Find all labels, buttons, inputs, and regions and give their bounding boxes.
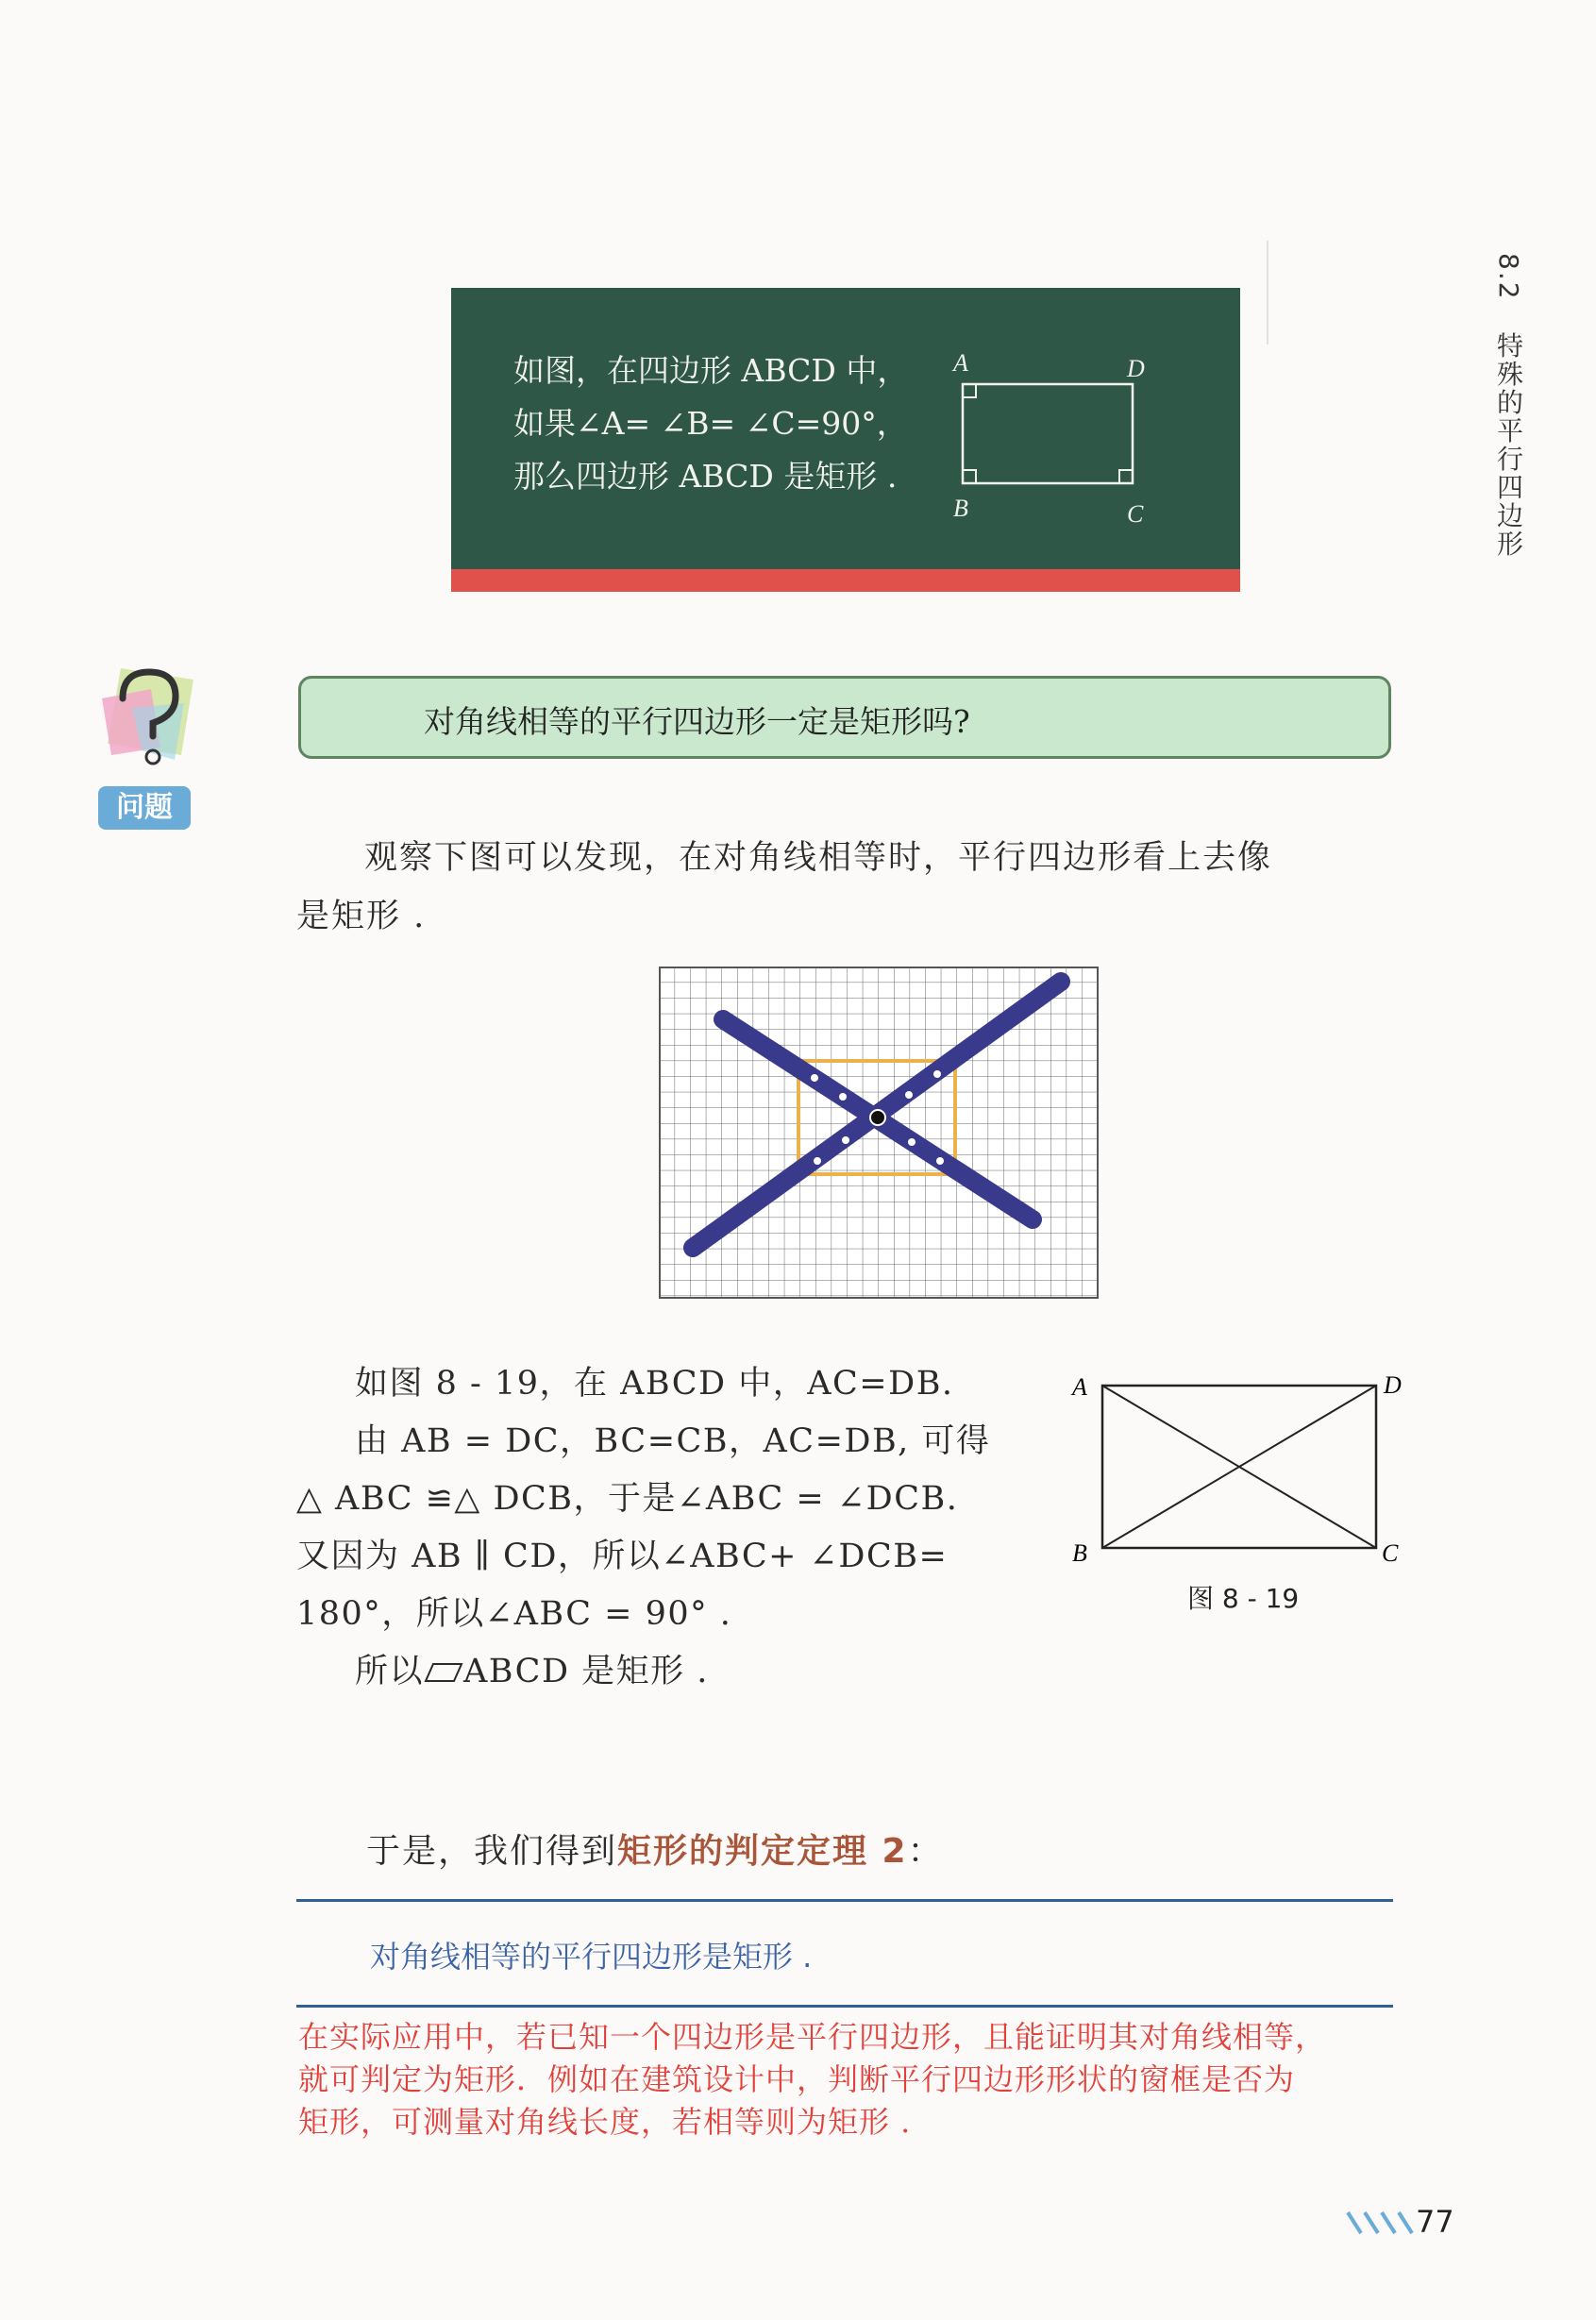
theorem-line-2: 如果∠A= ∠B= ∠C=90°， xyxy=(513,405,908,442)
label-b: B xyxy=(953,495,968,522)
application-note xyxy=(298,2016,1403,2143)
proof-line-3: △ ABC ≌△ DCB，于是∠ABC = ∠DCB. xyxy=(296,1480,959,1518)
proof-line-6 xyxy=(296,1643,990,1701)
rectangle-figure xyxy=(951,345,1178,533)
proof-line-5: 180°，所以∠ABC = 90° . xyxy=(296,1595,732,1633)
theorem-statement: 对角线相等的平行四边形是矩形 . xyxy=(370,1939,813,1975)
observation-paragraph xyxy=(296,829,1272,946)
page-number: 77 xyxy=(1416,2204,1454,2240)
note-line-2: 就可判定为矩形．例如在建筑设计中，判断平行四边形形状的窗框是否为 xyxy=(298,2061,1296,2097)
conclusion-suffix: ： xyxy=(907,1832,944,1871)
fig-label-b: B xyxy=(1072,1539,1087,1567)
theorem-box-bar xyxy=(451,569,1240,592)
proof-line-2: 由 AB = DC，BC=CB，AC=DB, 可得 xyxy=(355,1422,991,1460)
fig-label-d: D xyxy=(1384,1371,1402,1399)
proof-line-4: 又因为 AB ∥ CD，所以∠ABC+ ∠DCB= xyxy=(296,1538,949,1575)
question-box xyxy=(298,676,1391,759)
label-d: D xyxy=(1127,355,1145,382)
fig-label-c: C xyxy=(1382,1539,1399,1567)
label-a: A xyxy=(953,349,968,377)
chapter-title: 特殊的平行四边形 xyxy=(1493,331,1524,559)
proof-text xyxy=(296,1355,990,1701)
proof-line-1: 如图 8 - 19，在 ABCD 中，AC=DB. xyxy=(355,1365,954,1403)
conclusion-prefix: 于是，我们得到 xyxy=(366,1832,618,1871)
question-text: 对角线相等的平行四边形一定是矩形吗? xyxy=(424,703,970,740)
grid-sticks-figure xyxy=(659,967,1099,1299)
observation-line-2: 是矩形 . xyxy=(296,898,427,935)
figure-caption: 图 8 - 19 xyxy=(1187,1583,1300,1614)
proof-line-6-rest: ABCD 是矩形 . xyxy=(463,1653,709,1690)
note-line-3: 矩形，可测量对角线长度，若相等则为矩形 . xyxy=(298,2104,912,2140)
conclusion-line xyxy=(366,1824,944,1873)
note-line-1: 在实际应用中，若已知一个四边形是平行四边形，且能证明其对角线相等， xyxy=(298,2019,1327,2055)
theorem-box xyxy=(451,288,1240,592)
question-tag: 问题 xyxy=(98,786,191,830)
header-divider xyxy=(1267,241,1268,345)
page-marks-icon xyxy=(1346,2209,1414,2237)
fig-label-a: A xyxy=(1072,1373,1087,1401)
chapter-header xyxy=(1489,253,1527,558)
chapter-number: 8.2 xyxy=(1493,253,1524,301)
label-c: C xyxy=(1127,500,1144,528)
statement-bottom-rule xyxy=(296,2005,1393,2008)
question-mark-icon xyxy=(94,661,198,774)
proof-line-6-prefix: 所以 xyxy=(355,1653,425,1690)
theorem-line-1: 如图，在四边形 ABCD 中， xyxy=(513,352,909,389)
figure-8-19 xyxy=(1065,1359,1423,1572)
observation-line-1: 观察下图可以发现，在对角线相等时，平行四边形看上去像 xyxy=(364,839,1273,877)
theorem-text xyxy=(513,345,908,503)
theorem-name: 矩形的判定定理 2 xyxy=(617,1832,908,1871)
parallelogram-icon xyxy=(424,1661,463,1684)
theorem-line-3: 那么四边形 ABCD 是矩形 . xyxy=(513,458,898,495)
statement-top-rule xyxy=(296,1899,1393,1902)
